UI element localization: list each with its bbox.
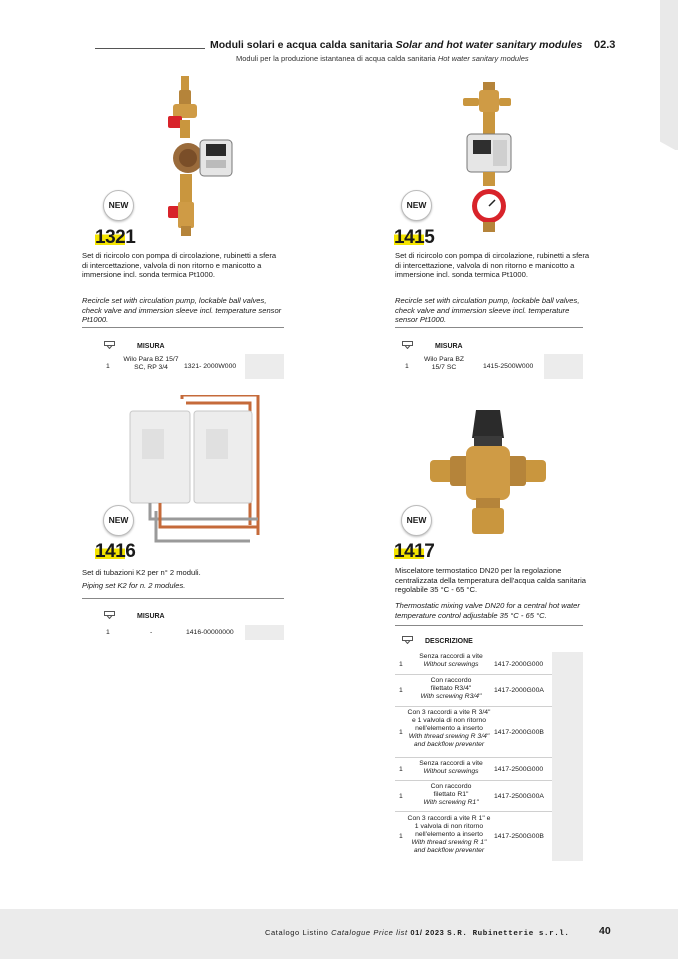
page-title: Moduli solari e acqua calda sanitaria Solar and hot water sanitary modules	[210, 39, 583, 51]
row-description: Senza raccordi a vite Without screwings	[419, 653, 483, 668]
product-description-it: Miscelatore termostatico DN20 per la regolazione centralizzata della temperatura dell'acqua calda sanitaria regolabile 35 °C - 65 °C.	[395, 566, 586, 595]
row-size: Wilo Para BZ 15/7 SC, RP 3/4	[123, 356, 179, 371]
row-divider	[395, 674, 552, 675]
divider	[82, 327, 284, 328]
table-header: MISURA	[137, 613, 165, 620]
row-divider	[395, 811, 552, 812]
row-divider	[395, 706, 552, 707]
row-ref: 1417-2500G000	[494, 766, 544, 773]
row-description: Con raccordo filettato R3/4" With screwing R3/4"	[420, 677, 482, 700]
price-cell	[245, 354, 284, 379]
product-code-1415: 1415	[394, 227, 435, 248]
row-ref: 1417-2000G00B	[494, 729, 544, 736]
page-subtitle: Moduli per la produzione istantanea di acqua calda sanitaria Hot water sanitary modules	[236, 54, 529, 63]
price-cell	[245, 625, 284, 640]
product-description-en: Thermostatic mixing valve DN20 for a central hot water temperature control adjustable 35 °C - 65 °C.	[395, 601, 580, 620]
row-ref: 1417-2500G00B	[494, 833, 544, 840]
divider	[395, 327, 583, 328]
new-badge: NEW	[401, 190, 432, 221]
row-divider	[395, 780, 552, 781]
price-cell	[544, 354, 583, 379]
product-image-1415	[455, 82, 525, 232]
row-qty: 1	[405, 363, 409, 370]
row-qty: 1	[399, 766, 403, 773]
product-image-1321	[150, 76, 250, 236]
product-code-1417: 1417	[394, 541, 435, 562]
table-header: MISURA	[435, 343, 463, 350]
new-badge: NEW	[103, 190, 134, 221]
product-description-en: Recircle set with circulation pump, lockable ball valves, check valve and immersion sleeve incl. temperature sensor Pt1000.	[82, 296, 282, 325]
product-description-en: Piping set K2 for n. 2 modules.	[82, 581, 186, 590]
row-ref: 1417-2000G000	[494, 661, 544, 668]
product-code-1321: 1321	[95, 227, 136, 248]
row-description: Con 3 raccordi a vite R 3/4" e 1 valvola di non ritorno nell'elemento a inserto With thread srewing R 3/4" and backflow preventer	[407, 709, 491, 748]
new-badge: NEW	[401, 505, 432, 536]
row-ref: 1415-2500W000	[483, 363, 534, 370]
row-qty: 1	[399, 833, 403, 840]
product-image-1417	[428, 408, 548, 536]
row-description: Con 3 raccordi a vite R 1" e 1 valvola di non ritorno nell'elemento a inserto With thread srewing R 1" and backflow preventer	[407, 815, 491, 854]
page-number: 40	[599, 925, 611, 937]
product-code-1416: 1416	[95, 541, 136, 562]
product-image-1416	[120, 395, 260, 545]
measure-icon	[402, 636, 413, 644]
product-description-it: Set di ricircolo con pompa di circolazione, rubinetti a sfera di intercettazione, valvola di non ritorno e manicotto a immersione incl. sonda termica Pt1000.	[395, 251, 590, 280]
row-ref: 1416-00000000	[186, 629, 234, 636]
row-description: Con raccordo filettato R1" With screwing R1"	[423, 783, 479, 806]
row-divider	[395, 757, 552, 758]
row-ref: 1417-2500G00A	[494, 793, 544, 800]
product-description-it: Set di tubazioni K2 per n° 2 moduli.	[82, 568, 201, 577]
row-ref: 1417-2000G00A	[494, 687, 544, 694]
row-qty: 1	[106, 363, 110, 370]
price-column	[552, 652, 583, 861]
row-qty: 1	[106, 629, 110, 636]
new-badge: NEW	[103, 505, 134, 536]
header-rule	[95, 48, 205, 49]
row-size: -	[150, 629, 153, 636]
row-size: Wilo Para BZ 15/7 SC	[423, 356, 465, 371]
table-header: DESCRIZIONE	[425, 638, 473, 645]
measure-icon	[104, 611, 115, 619]
page-corner-decoration	[660, 0, 678, 150]
measure-icon	[104, 341, 115, 349]
product-description-it: Set di ricircolo con pompa di circolazione, rubinetti a sfera di intercettazione, valvola di non ritorno e manicotto a immersione incl. sonda termica Pt1000.	[82, 251, 277, 280]
section-number: 02.3	[594, 39, 616, 51]
row-description: Senza raccordi a vite Without screwings	[419, 760, 483, 775]
row-qty: 1	[399, 661, 403, 668]
row-ref: 1321- 2000W000	[184, 363, 237, 370]
divider	[82, 598, 284, 599]
row-qty: 1	[399, 793, 403, 800]
footer-text: Catalogo Listino Catalogue Price list 01/ 2023 S.R. Rubinetterie s.r.l.	[265, 928, 570, 938]
row-qty: 1	[399, 729, 403, 736]
divider	[395, 625, 583, 626]
product-description-en: Recircle set with circulation pump, lockable ball valves, check valve and immersion sleeve incl. temperature sensor Pt1000.	[395, 296, 580, 325]
row-qty: 1	[399, 687, 403, 694]
measure-icon	[402, 341, 413, 349]
table-header: MISURA	[137, 343, 165, 350]
